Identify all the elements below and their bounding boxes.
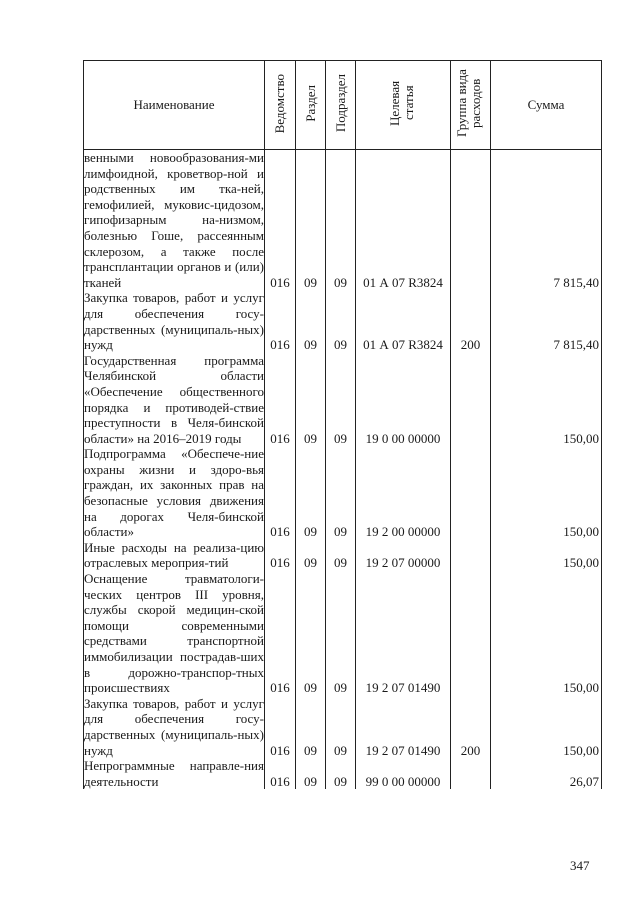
row-section: 09 [296,290,326,352]
row-department: 016 [265,353,296,447]
row-department: 016 [265,540,296,571]
row-name: венными новообразования-ми лимфоидной, кроветвор-ной и родственных им тка-ней, гемофилией, муковис-цидозом, гипофизарным на-низмом, болезнью Гоше, рассеянным склерозом, а также после трансплантации органов и (или) тканей [84,150,264,290]
row-department: 016 [265,758,296,789]
row-target-article: 19 0 00 00000 [356,353,451,447]
row-name: Закупка товаров, работ и услуг для обеспечения госу-дарственных (муниципаль-ных) нужд [84,695,264,758]
table-row [84,353,602,447]
header-amount: Сумма [491,61,602,150]
row-subsection: 09 [326,150,356,291]
row-name: Государственная программа Челябинской области «Обеспечение общественного порядка и противодей-ствие преступности в Челя-бинской области» на 2016–2019 годы [84,352,264,446]
table-row [84,758,602,789]
row-name: Подпрограмма «Обеспече-ние охраны жизни и здоро-вья граждан, их законных прав на безопасные условия движения на дорогах Челя-бинской области» [84,446,264,540]
row-expense-group [451,571,491,696]
header-target-article: Целевая статья [356,61,451,150]
row-section: 09 [296,696,326,758]
row-expense-group [451,446,491,540]
row-section: 09 [296,540,326,571]
row-target-article: 99 0 00 00000 [356,758,451,789]
row-subsection: 09 [326,540,356,571]
row-expense-group: 200 [451,696,491,758]
row-department: 016 [265,446,296,540]
table-row [84,290,602,352]
row-target-article: 01 А 07 R3824 [356,150,451,291]
budget-table [83,60,602,789]
page-number: 347 [570,858,590,873]
row-amount: 150,00 [491,353,602,447]
row-expense-group [451,150,491,291]
row-amount: 150,00 [491,571,602,696]
table-row [84,540,602,571]
table-row [84,446,602,540]
table-row [84,150,602,291]
row-expense-group [451,353,491,447]
row-name: Непрограммные направле-ния деятельности [84,758,264,789]
header-department: Ведомство [265,61,296,150]
row-name: Иные расходы на реализа-цию отраслевых мероприя-тий [84,539,264,571]
row-expense-group [451,540,491,571]
header-expense-group: Группа вида расходов [451,61,491,150]
row-target-article: 19 2 00 00000 [356,446,451,540]
header-section: Раздел [296,61,326,150]
header-subsection: Подраздел [326,61,356,150]
row-subsection: 09 [326,571,356,696]
row-name: Закупка товаров, работ и услуг для обеспечения госу-дарственных (муниципаль-ных) нужд [84,290,264,353]
row-target-article: 19 2 07 01490 [356,571,451,696]
row-section: 09 [296,446,326,540]
row-subsection: 09 [326,696,356,758]
row-amount: 150,00 [491,696,602,758]
row-target-article: 19 2 07 00000 [356,540,451,571]
row-target-article: 01 А 07 R3824 [356,290,451,352]
row-subsection: 09 [326,446,356,540]
row-section: 09 [296,571,326,696]
row-section: 09 [296,150,326,291]
row-amount: 26,07 [491,758,602,789]
row-subsection: 09 [326,353,356,447]
table-row [84,571,602,696]
row-department: 016 [265,150,296,291]
row-name: Оснащение травматологи-ческих центров III уровня, службы скорой медицин-ской помощи современными средствами транспортной иммобилизации пострадав-ших в дорожно-транспор-тных происшествиях [84,571,264,696]
row-amount: 7 815,40 [491,290,602,352]
table-header-row [84,61,602,150]
row-target-article: 19 2 07 01490 [356,696,451,758]
row-amount: 150,00 [491,540,602,571]
row-expense-group: 200 [451,290,491,352]
row-amount: 7 815,40 [491,150,602,291]
row-section: 09 [296,758,326,789]
row-expense-group [451,758,491,789]
row-department: 016 [265,290,296,352]
row-amount: 150,00 [491,446,602,540]
row-subsection: 09 [326,758,356,789]
row-department: 016 [265,696,296,758]
row-department: 016 [265,571,296,696]
table-body [84,150,602,790]
row-subsection: 09 [326,290,356,352]
row-section: 09 [296,353,326,447]
table-row [84,696,602,758]
header-name: Наименование [84,61,265,150]
